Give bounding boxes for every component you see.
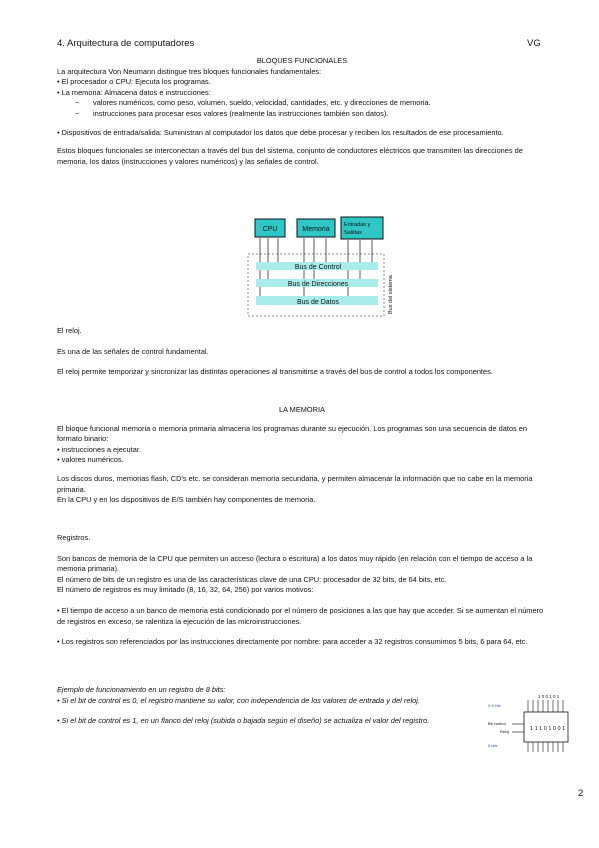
memoria-p3: En la CPU y en los dispositivos de E/S también hay componentes de memoria. <box>57 495 316 505</box>
memoria-p2: Los discos duros, memorias flash, CD's etc. se consideran memoria secundaria, y permiten almacenar la información que no cabe en la memoria primaria. <box>57 473 533 494</box>
memoria-bullet-1: • instrucciones a ejecutar. <box>57 444 141 454</box>
bullet-memoria: • La memoria: Almacena datos e instrucciones: <box>57 87 211 97</box>
cpu-label: CPU <box>262 226 278 233</box>
section-title: BLOQUES FUNCIONALES <box>256 56 348 65</box>
register-output-lines <box>528 742 563 752</box>
register-input-lines <box>528 700 563 712</box>
section-ejemplo <box>57 685 475 727</box>
registros-p1: Son bancos de memoria de la CPU que permiten un acceso (lectura o escritura) a los datos muy rápido (en relación con el tiempo de acceso a la memoria primaria). <box>57 553 533 574</box>
memoria-title: LA MEMORIA <box>279 405 325 414</box>
bus-arrows <box>260 238 372 304</box>
header-title: 4. Arquitectura de computadores <box>57 38 195 49</box>
section-registros <box>57 533 547 648</box>
reloj-p2: El reloj permite temporizar y sincronizar las distintas operaciones al transmitirse a través del bus de control a todos los componentes. <box>57 367 493 377</box>
memoria-p1: El bloque funcional memoria o memoria primaria almacena los programas durante su ejecución. Los programas son una secuencia de datos en formato binario: <box>57 423 527 444</box>
section-reloj <box>57 326 547 378</box>
bus-control-label: Bus de Control <box>294 264 342 271</box>
es-label-1: Entradas y <box>344 222 371 228</box>
section-bloques <box>57 56 547 167</box>
bus-diagram <box>246 214 396 318</box>
bus-paragraph: Estos bloques funcionales se interconectan a través del bus del sistema, conjunto de conductores eléctricos que transmiten las direcciones de memoria, los datos (instrucciones y valores numéricos) y las señales de control. <box>57 146 523 166</box>
register-control-label: Bit control <box>488 721 506 726</box>
sub-item-valores: ~ valores numéricos, como peso, volumen, sueldo, velocidad, cantidades, etc. y direcciones de memoria. <box>75 98 431 108</box>
ejemplo-bullet-1: • Si el bit de control es 0, el registro mantiene su valor, con independencia de los valores de entrada y del reloj. <box>57 695 420 705</box>
header-author: VG <box>527 38 541 49</box>
registros-p3: El número de registros es muy limitado (8, 16, 32, 64, 256) por varios motivos: <box>57 585 314 595</box>
registros-bullet-1: • El tiempo de acceso a un banco de memoria está condicionado por el número de posiciones a las que hay que acceder. Si se aumentan el número de registros en exceso, se ralentiza la ejecución de las microinstrucciones. <box>57 605 544 626</box>
page-number: 2 <box>578 788 584 799</box>
register-reloj-label: Reloj <box>500 729 510 734</box>
ejemplo-title: Ejemplo de funcionamiento en un registro de 8 bits: <box>57 685 226 694</box>
bus-sistema-label: Bus del sistema <box>388 275 394 314</box>
bullet-es: • Dispositivos de entrada/salida: Suministran al computador los datos que debe procesar y reciben los resultados de ese procesamiento. <box>57 127 504 137</box>
bus-datos-label: Bus de Datos <box>296 299 340 306</box>
register-bottom-label: 8 bits <box>488 743 498 748</box>
section-memoria <box>57 405 547 506</box>
registros-bullet-2: • Los registros son referenciados por las instrucciones directamente por nombre: para acceder a 32 registros consumimos 5 bits, 6 para 64, etc. <box>57 637 528 647</box>
registros-title: Registros. <box>57 533 91 542</box>
register-diagram <box>486 690 570 754</box>
memoria-bullet-2: • valores numéricos. <box>57 455 124 465</box>
register-top-bits: 1 0 0 1 0 1 <box>538 694 560 699</box>
es-label-2: Salidas <box>344 230 363 236</box>
bus-direcciones-label: Bus de Direcciones <box>287 281 349 288</box>
intro-text: La arquitectura Von Neumann distingue tres bloques funcionales fundamentales: <box>57 66 322 76</box>
registros-p2: El número de bits de un registro es una de las características clave de una CPU: procesador de 32 bits, de 64 bits, etc. <box>57 574 447 584</box>
memoria-label: Memoria <box>302 226 330 233</box>
sub-item-instrucciones: ~ instrucciones para procesar esos valores (realmente las instrucciones también son datos). <box>75 108 389 118</box>
bullet-cpu: • El procesador o CPU: Ejecuta los programas. <box>57 77 211 87</box>
register-inputs-label: 0 8 bits <box>488 703 501 708</box>
reloj-title: El reloj. <box>57 326 82 335</box>
reloj-p1: Es una de las señales de control fundamental. <box>57 346 209 356</box>
register-value: 1 1 1 0 1 0 0 1 <box>530 726 566 732</box>
ejemplo-bullet-2: • Si el bit de control es 1, en un flanco del reloj (subida o bajada según el diseño) se actualiza el valor del registro. <box>57 716 430 726</box>
